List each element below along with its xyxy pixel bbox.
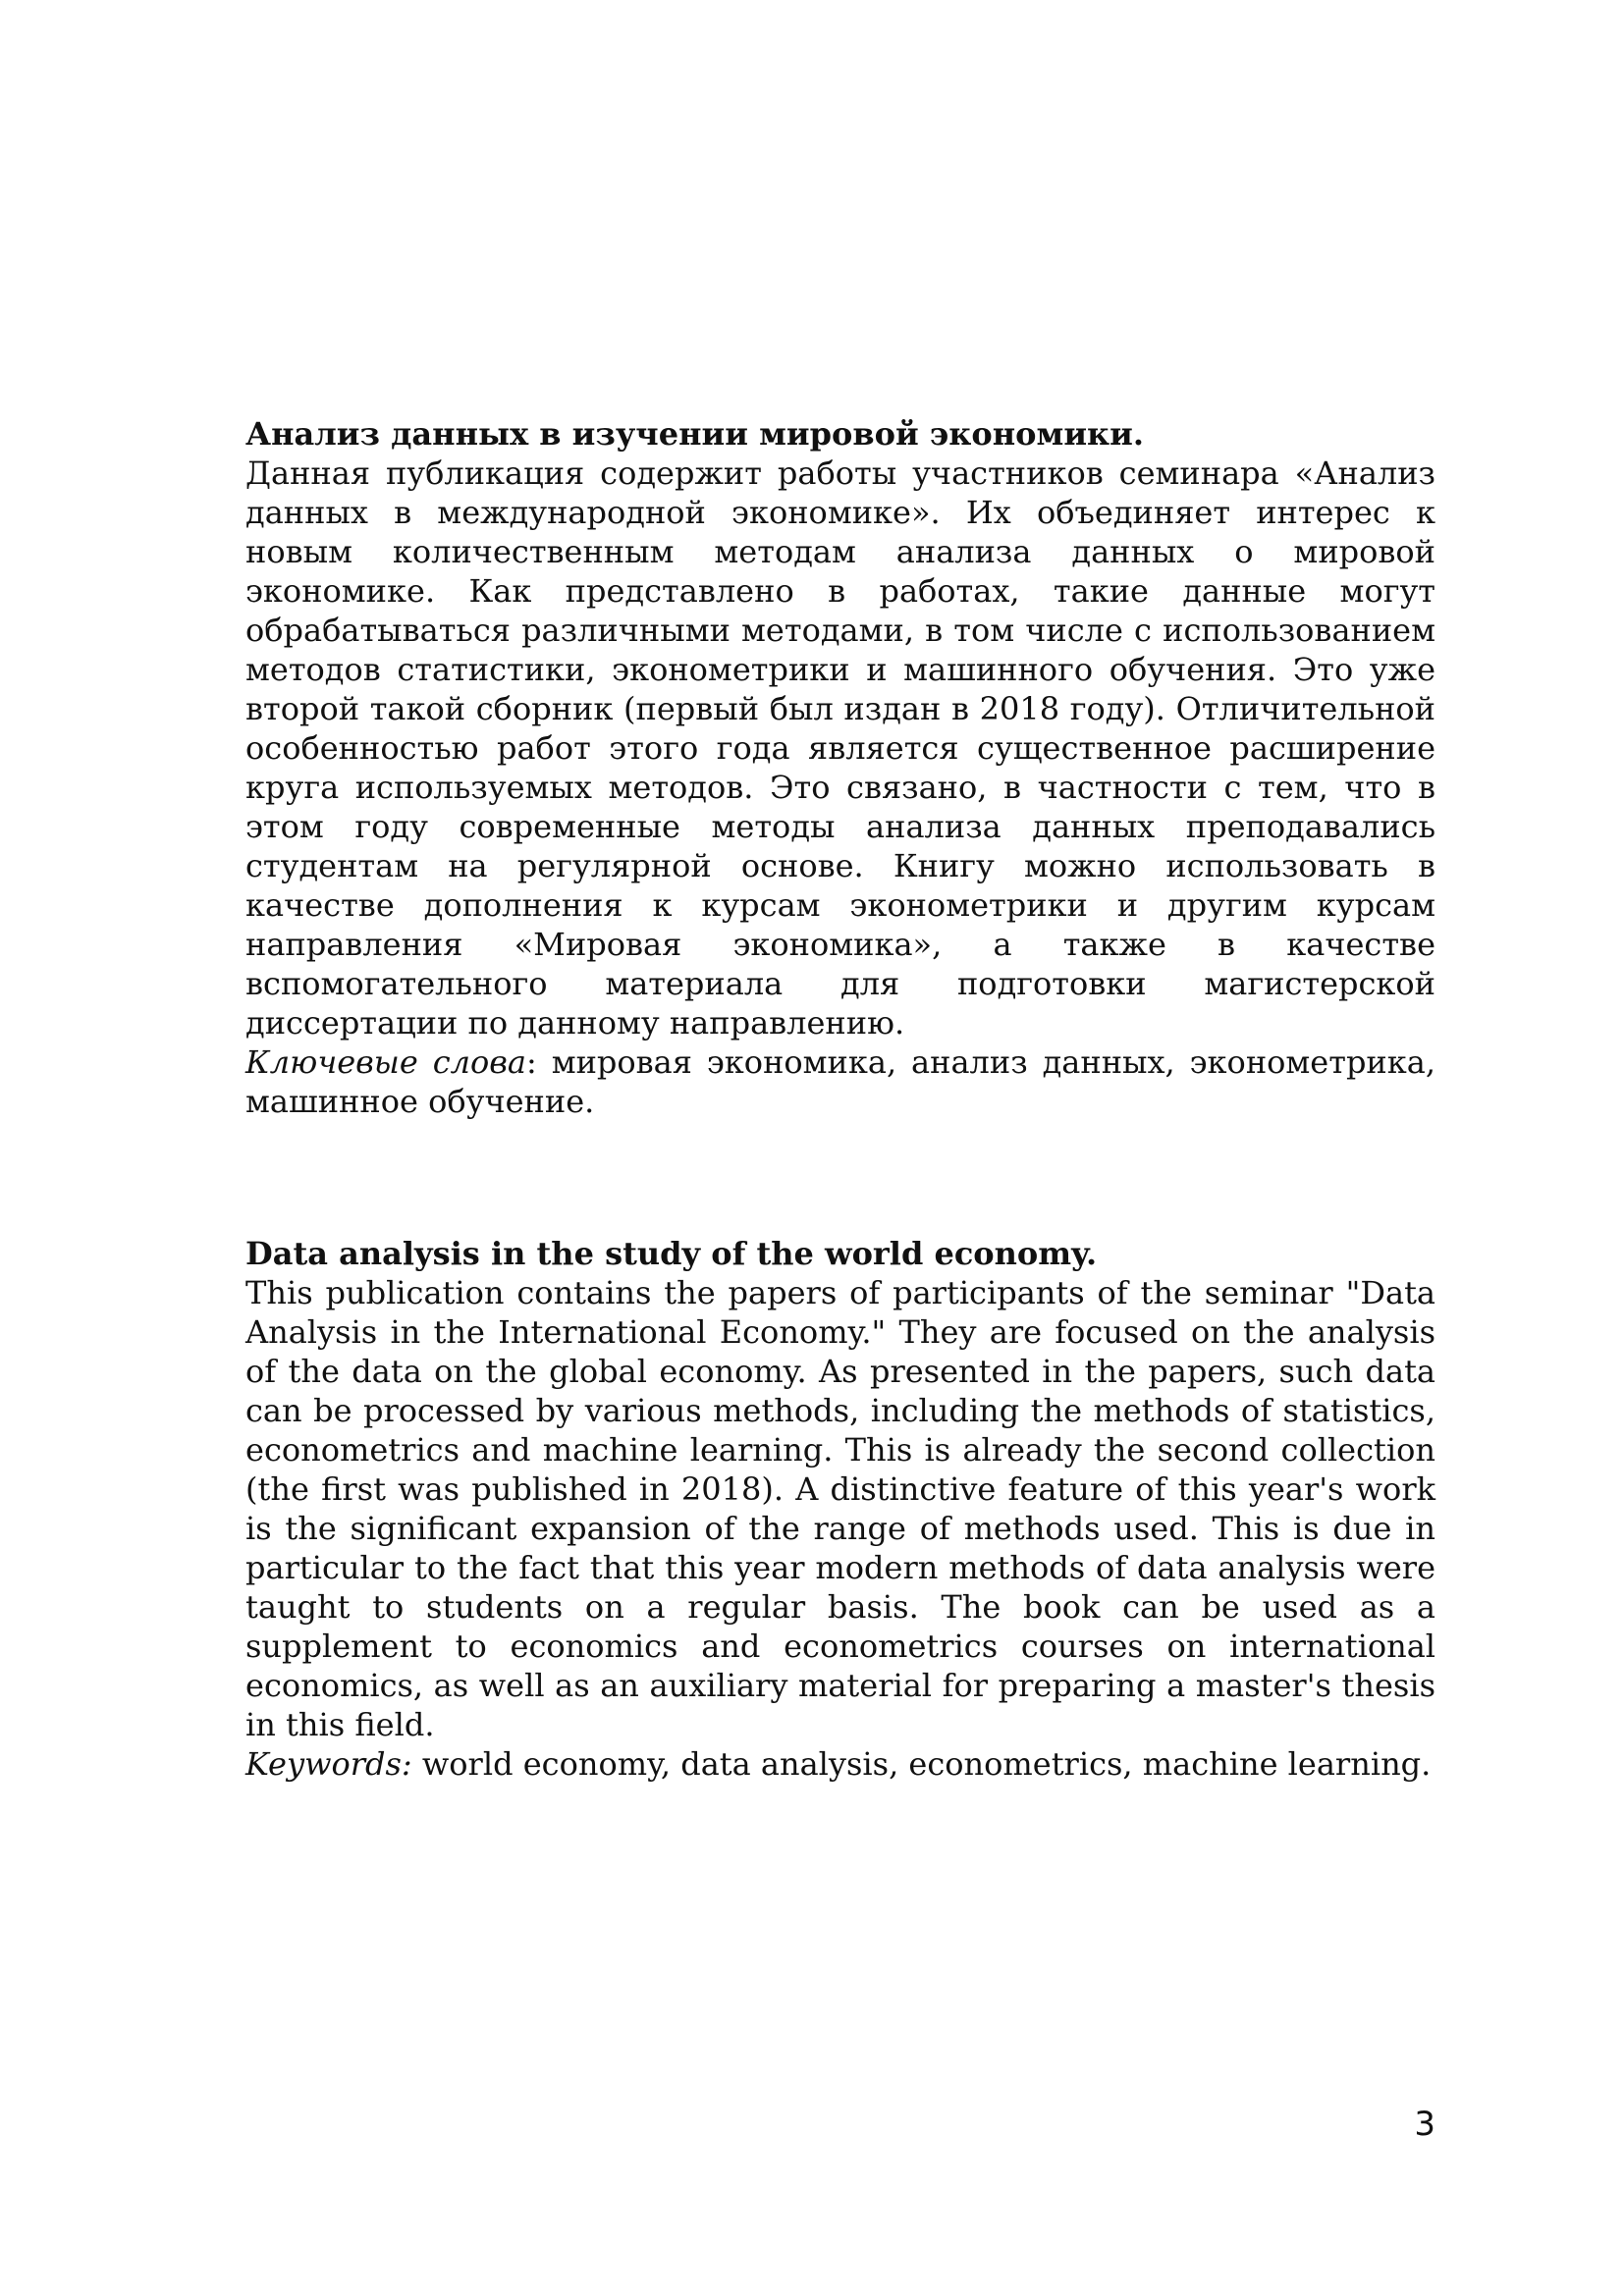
abstract-body-ru: Данная публикация содержит работы участников семинара «Анализ данных в международной экономике». Их объединяет интерес к новым количественным методам анализа данных о мировой экономике. Как представлено в работах, такие данные могут обрабатываться различными методами, в том числе с использованием методов статистики, эконометрики и машинного обучения. Это уже второй такой сборник (первый был издан в 2018 году). Отличительной особенностью работ этого года является существенное расширение круга используемых методов. Это связано, в частности с тем, что в этом году современные методы анализа данных преподавались студентам на регулярной основе. Книгу можно использовать в качестве дополнения к курсам эконометрики и другим курсам направления «Мировая экономика», а также в качестве вспомогательного материала для подготовки магистерской диссертации по данному направлению. [245, 454, 1435, 1041]
abstract-title-en: Data analysis in the study of the world economy. [245, 1235, 1098, 1272]
abstract-english [245, 1234, 1435, 1784]
keywords-list-en: world economy, data analysis, econometrics, machine learning. [411, 1745, 1432, 1783]
page-number: 3 [1414, 2105, 1435, 2144]
keywords-list-ru: : мировая экономика, анализ данных, эконометрика, машинное обучение. [245, 1043, 1436, 1120]
keywords-label-en: Keywords: [245, 1745, 412, 1783]
abstract-russian [245, 414, 1435, 1121]
keywords-en [245, 1744, 1435, 1784]
keywords-label-ru: Ключевые слова [245, 1043, 526, 1081]
abstract-body-en: This publication contains the papers of participants of the seminar "Data Analysis in the International Economy." They are focused on the analysis of the data on the global economy. As presented in the papers, such data can be processed by various methods, including the methods of statistics, econometrics and machine learning. This is already the second collection (the first was published in 2018). A distinctive feature of this year's work is the significant expansion of the range of methods used. This is due in particular to the fact that this year modern methods of data analysis were taught to students on a regular basis. The book can be used as a supplement to economics and econometrics courses on international economics, as well as an auxiliary material for preparing a master's thesis in this field. [245, 1274, 1435, 1743]
keywords-ru [245, 1042, 1435, 1121]
abstract-title-ru: Анализ данных в изучении мировой экономики. [245, 415, 1145, 453]
